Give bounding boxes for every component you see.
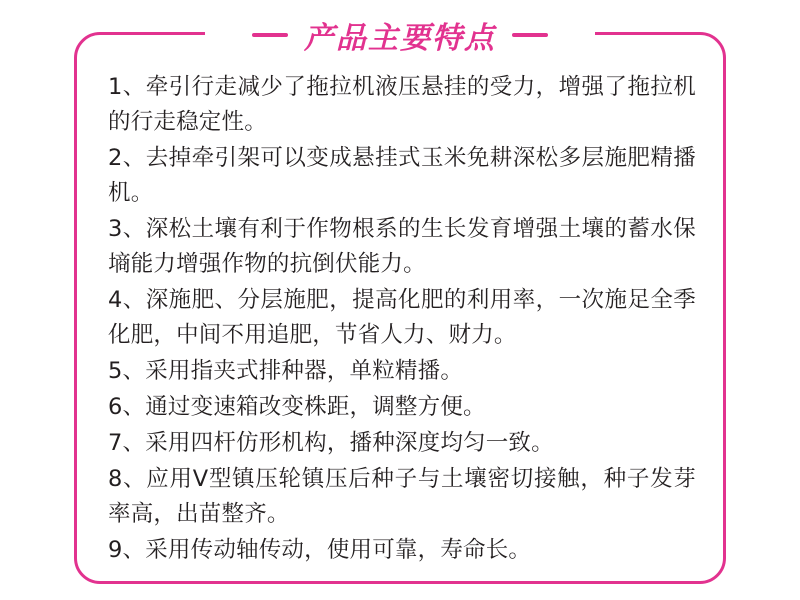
title-right-dash-icon [512,33,548,37]
list-item: 9、采用传动轴传动，使用可靠，寿命长。 [108,537,532,563]
feature-list [108,70,696,569]
page-title: 产品主要特点 [304,21,496,56]
list-item: 1、牵引行走减少了拖拉机液压悬挂的受力，增强了拖拉机的行走稳定性。 [108,74,696,135]
list-item: 2、去掉牵引架可以变成悬挂式玉米免耕深松多层施肥精播机。 [108,145,696,206]
list-item: 8、应用V型镇压轮镇压后种子与土壤密切接触，种子发芽率高，出苗整齐。 [108,466,696,527]
card-title-group [0,12,800,58]
list-item: 3、深松土壤有利于作物根系的生长发育增强土壤的蓄水保墒能力增强作物的抗倒伏能力。 [108,216,696,277]
title-left-dash-icon [252,33,288,37]
list-item: 7、采用四杆仿形机构，播种深度均匀一致。 [108,430,554,456]
list-item: 6、通过变速箱改变株距，调整方便。 [108,394,486,420]
list-item: 5、采用指夹式排种器，单粒精播。 [108,358,464,384]
list-item: 4、深施肥、分层施肥，提高化肥的利用率，一次施足全季化肥，中间不用追肥，节省人力、财力。 [108,287,696,348]
